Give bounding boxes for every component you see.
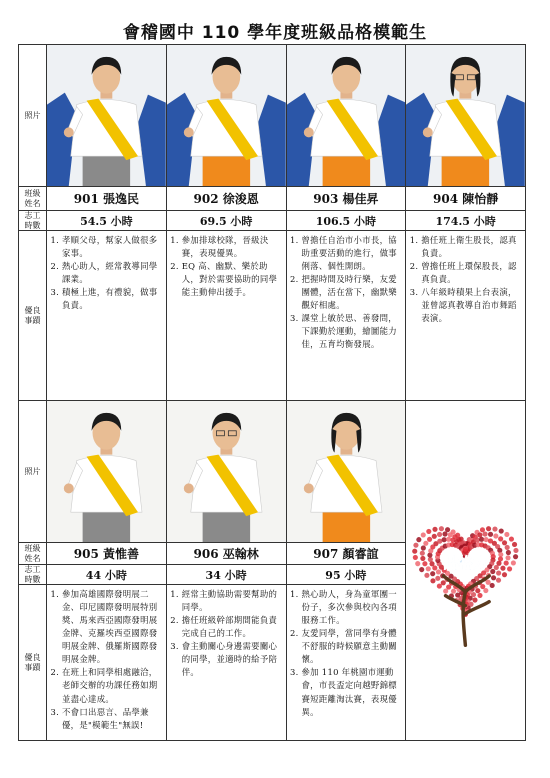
student-photo	[47, 45, 167, 187]
row-label-hours: 志工 時數	[19, 565, 47, 585]
volunteer-hours: 34 小時	[166, 565, 286, 585]
deeds-cell	[166, 231, 286, 401]
volunteer-hours: 106.5 小時	[286, 211, 406, 231]
volunteer-hours: 95 小時	[286, 565, 406, 585]
deed-item: 3. 會主動關心身邊需要關心的同學，並適時的給予陪伴。	[182, 640, 284, 679]
deed-item: 2. 曾擔任班上環保股長，認真負責。	[421, 260, 523, 286]
deed-item: 1. 曾擔任自治市小市長，協助重要活動的進行，做事俐落、個性開朗。	[302, 234, 404, 273]
character-logo	[406, 401, 526, 741]
deeds-list	[409, 234, 523, 325]
row-label-class-name: 班級 姓名	[19, 543, 47, 565]
deeds-cell	[166, 585, 286, 741]
deeds-list	[290, 588, 404, 718]
row-label-class-name: 班級 姓名	[19, 187, 47, 211]
student-name: 905 黃惟善	[47, 543, 167, 565]
deed-item: 3. 參加 110 年桃園市運動會，市長盃定向越野錦標賽短距離淘汰賽，表現優異。	[302, 666, 404, 718]
deed-item: 1. 孝順父母，幫家人做很多家事。	[62, 234, 164, 260]
deeds-cell	[286, 585, 406, 741]
deed-item: 2. EQ 高、幽默、樂於助人，對於需要協助的同學能主動伸出援手。	[182, 260, 284, 299]
deed-item: 3. 不會口出惡言、品學兼優，是"模範生"無誤!	[62, 706, 164, 732]
deeds-cell	[47, 231, 167, 401]
volunteer-hours: 44 小時	[47, 565, 167, 585]
deed-item: 3. 八年級時積果上台表演，並曾認真教導自治市舞蹈表演。	[421, 286, 523, 325]
model-student-table	[18, 44, 526, 741]
deed-item: 2. 把握時間及時行樂，友愛團體，活在當下，幽默樂觀好相處。	[302, 273, 404, 312]
row-label-deeds: 優良 事蹟	[19, 585, 47, 741]
student-name: 907 顏睿誼	[286, 543, 406, 565]
deeds-cell	[47, 585, 167, 741]
student-photo	[166, 401, 286, 543]
student-name: 902 徐浚恩	[166, 187, 286, 211]
student-photo	[286, 45, 406, 187]
row-label-deeds: 優良 事蹟	[19, 231, 47, 401]
student-photo	[286, 401, 406, 543]
deed-item: 2. 擔任班級幹部期間能負責完成自己的工作。	[182, 614, 284, 640]
volunteer-hours: 69.5 小時	[166, 211, 286, 231]
deed-item: 2. 熱心助人，經常教導同學課業。	[62, 260, 164, 286]
row-label-photo: 照片	[19, 401, 47, 543]
deeds-list	[290, 234, 404, 351]
page-title: 會稽國中 110 學年度班級品格模範生	[122, 23, 428, 43]
deed-item: 2. 友愛同學，當同學有身體不舒服的時候願意主動關懷。	[302, 627, 404, 666]
deed-item: 1. 擔任班上衛生股長，認真負責。	[421, 234, 523, 260]
deed-item: 2. 在班上和同學相處融洽，老師交辦的功課任務如期並盡心達成。	[62, 666, 164, 705]
deed-item: 3. 積極上進，有禮貌，做事負責。	[62, 286, 164, 312]
logo-text: 品格力	[443, 554, 488, 572]
deeds-list	[50, 588, 164, 731]
student-photo	[47, 401, 167, 543]
student-photo	[166, 45, 286, 187]
volunteer-hours: 174.5 小時	[406, 211, 526, 231]
student-name: 904 陳怡靜	[406, 187, 526, 211]
volunteer-hours: 54.5 小時	[47, 211, 167, 231]
deeds-cell	[286, 231, 406, 401]
deeds-list	[170, 588, 284, 679]
deed-item: 1. 參加高雄國際發明展二金、印尼國際發明展特別獎、馬來西亞國際發明展金牌、克羅埃西亞國際發明展金牌、俄羅斯國際發明展金牌。	[62, 588, 164, 666]
deeds-cell	[406, 231, 526, 401]
deeds-list	[50, 234, 164, 312]
deed-item: 1. 參加排球校隊，晉級決賽，表現優異。	[182, 234, 284, 260]
row-label-hours: 志工 時數	[19, 211, 47, 231]
student-name: 903 楊佳昇	[286, 187, 406, 211]
deed-item: 1. 熱心助人，身為童軍團一份子，多次參與校內各項服務工作。	[302, 588, 404, 627]
deed-item: 3. 課堂上敏於思、善發問，下課勤於運動，繪圖能力佳，五育均衡發展。	[302, 312, 404, 351]
student-photo	[406, 45, 526, 187]
student-name: 906 巫翰林	[166, 543, 286, 565]
deeds-list	[170, 234, 284, 299]
row-label-photo: 照片	[19, 45, 47, 187]
deed-item: 1. 經常主動協助需要幫助的同學。	[182, 588, 284, 614]
student-name: 901 張逸民	[47, 187, 167, 211]
